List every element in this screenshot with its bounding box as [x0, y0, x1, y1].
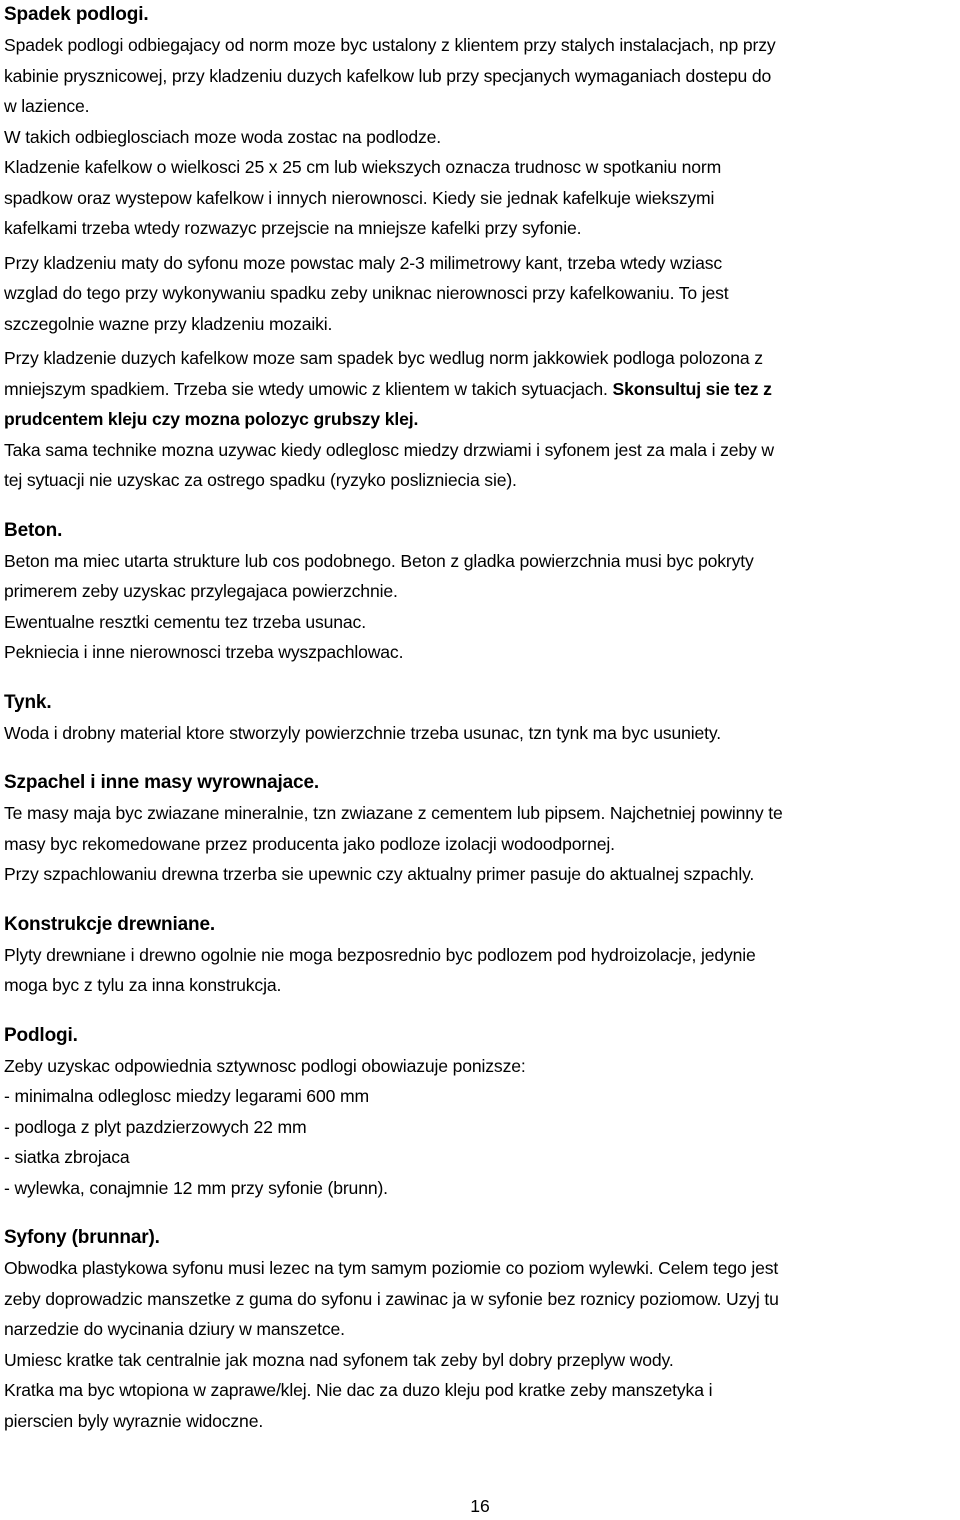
paragraph-line: kafelkami trzeba wtedy rozwazyc przejscie na mniejsze kafelki przy syfonie. [4, 218, 582, 238]
section-heading-konstrukcje: Konstrukcje drewniane. [4, 913, 216, 935]
paragraph-line: Spadek podlogi odbiegajacy od norm moze byc ustalony z klientem przy stalych instalacjach, np przy [4, 35, 776, 55]
paragraph-line: Umiesc kratke tak centralnie jak mozna nad syfonem tak zeby byl dobry przeplyw wody. [4, 1349, 674, 1370]
paragraph-line: Taka sama technike mozna uzywac kiedy odleglosc miedzy drzwiami i syfonem jest za mala i zeby w [4, 439, 774, 460]
section-spacer [4, 496, 956, 516]
document-page [4, 0, 956, 1436]
section-heading-beton: Beton. [4, 519, 63, 541]
paragraph-line: pierscien byly wyraznie widoczne. [4, 1410, 264, 1431]
list-item: - minimalna odleglosc miedzy legarami 600 mm [4, 1086, 369, 1106]
section-spacer [4, 668, 956, 688]
paragraph-line: Przy kladzeniu maty do syfonu moze powstac maly 2-3 milimetrowy kant, trzeba wtedy wziasc [4, 252, 723, 273]
paragraph-line: Woda i drobny material ktore stworzyly powierzchnie trzeba usunac, tzn tynk ma byc usuniety. [4, 722, 721, 743]
paragraph-line: W takich odbieglosciach moze woda zostac na podlodze. [4, 126, 442, 147]
paragraph-line: Przy kladzenie duzych kafelkow moze sam spadek byc wedlug norm jakkowiek podloga polozona z [4, 348, 763, 368]
section-heading-syfony: Syfony (brunnar). [4, 1227, 160, 1248]
section-spacer [4, 890, 956, 910]
section-heading-spadek: Spadek podlogi. [4, 4, 149, 25]
bold-text: prudcentem kleju czy mozna polozyc grubszy klej. [4, 409, 419, 429]
paragraph-line: spadkow oraz wystepow kafelkow i innych nierownosci. Kiedy sie jednak kafelkuje wiekszymi [4, 187, 715, 208]
section-spacer [4, 748, 956, 768]
bold-text: Skonsultuj sie tez z [612, 378, 772, 399]
section-heading-szpachel: Szpachel i inne masy wyrownajace. [4, 772, 320, 793]
paragraph-line: zeby doprowadzic manszetke z guma do syfonu i zawinac ja w syfonie bez roznicy poziomow. Uzyj tu [4, 1288, 779, 1309]
paragraph-line: w lazience. [4, 96, 90, 116]
section-heading-podlogi: Podlogi. [4, 1024, 78, 1046]
normal-text: mniejszym spadkiem. Trzeba sie wtedy umowic z klientem w takich sytuacjach. [4, 378, 613, 399]
paragraph-line: Pekniecia i inne nierownosci trzeba wyszpachlowac. [4, 642, 404, 662]
paragraph-line: Przy szpachlowaniu drewna trzerba sie upewnic czy aktualny primer pasuje do aktualnej szpachly. [4, 864, 755, 884]
section-spacer [4, 1001, 956, 1021]
paragraph-line: tej sytuacji nie uzyskac za ostrego spadku (ryzyko poslizniecia sie). [4, 470, 517, 490]
paragraph-line: primerem zeby uzyskac przylegajaca powierzchnie. [4, 581, 398, 601]
paragraph-line-bold [4, 404, 956, 435]
list-item: - siatka zbrojaca [4, 1147, 130, 1167]
paragraph-line: Zeby uzyskac odpowiednia sztywnosc podlogi obowiazuje ponizsze: [4, 1055, 526, 1076]
paragraph-line: kabinie prysznicowej, przy kladzeniu duzych kafelkow lub przy specjanych wymaganiach dostepu do [4, 65, 772, 86]
paragraph-line: narzedzie do wycinania dziury w manszetce. [4, 1319, 345, 1339]
paragraph-line: Plyty drewniane i drewno ogolnie nie moga bezposrednio byc podlozem pod hydroizolacje, jedynie [4, 944, 756, 965]
list-item: - wylewka, conajmnie 12 mm przy syfonie (brunn). [4, 1177, 388, 1198]
paragraph-line: Beton ma miec utarta strukture lub cos podobnego. Beton z gladka powierzchnia musi byc pokryty [4, 550, 754, 571]
paragraph-line: Kratka ma byc wtopiona w zaprawe/klej. Nie dac za duzo kleju pod kratke zeby manszetyka i [4, 1380, 713, 1400]
paragraph-line-mixed [4, 374, 956, 405]
paragraph-line: Ewentualne resztki cementu tez trzeba usunac. [4, 611, 366, 632]
paragraph-line: wzglad do tego przy wykonywaniu spadku zeby uniknac nierownosci przy kafelkowaniu. To jest [4, 283, 729, 303]
paragraph-line: moga byc z tylu za inna konstrukcja. [4, 975, 282, 995]
page-number: 16 [470, 1496, 490, 1516]
paragraph-line: masy byc rekomedowane przez producenta jako podloze izolacji wodoodpornej. [4, 833, 615, 854]
paragraph-line: Obwodka plastykowa syfonu musi lezec na tym samym poziomie co poziom wylewki. Celem tego jest [4, 1258, 779, 1278]
paragraph-line: Kladzenie kafelkow o wielkosci 25 x 25 cm lub wiekszych oznacza trudnosc w spotkaniu norm [4, 157, 722, 177]
list-item: - podloga z plyt pazdzierzowych 22 mm [4, 1116, 307, 1137]
paragraph-line: Te masy maja byc zwiazane mineralnie, tzn zwiazane z cementem lub pipsem. Najchetniej powinny te [4, 803, 783, 823]
section-spacer [4, 1203, 956, 1223]
section-heading-tynk: Tynk. [4, 691, 52, 713]
paragraph-line: szczegolnie wazne przy kladzeniu mozaiki. [4, 313, 333, 334]
